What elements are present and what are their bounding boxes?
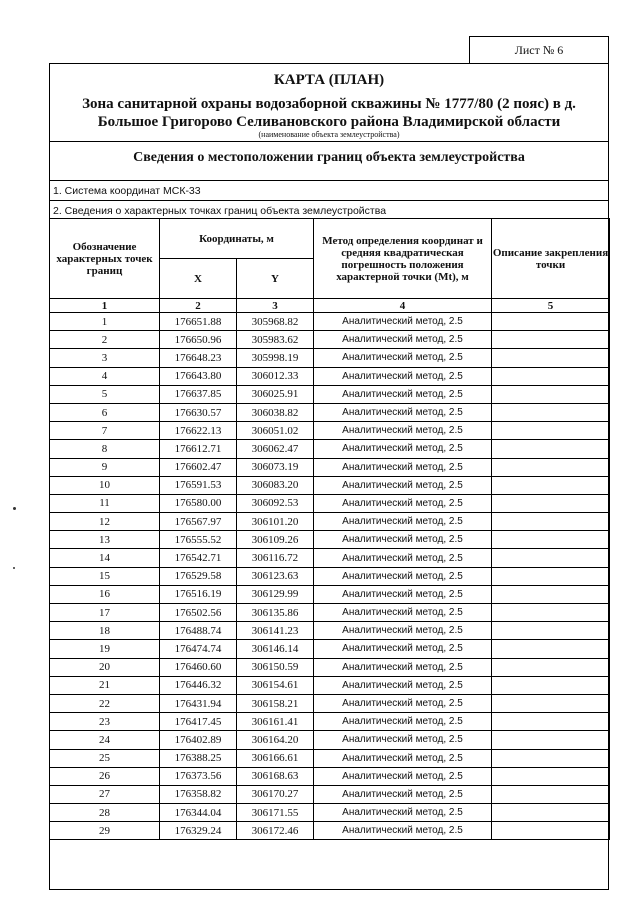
description-cell xyxy=(492,513,610,531)
object-name-note: (наименование объекта землеустройства) xyxy=(258,130,400,139)
x-cell: 176555.52 xyxy=(160,531,237,549)
description-cell xyxy=(492,749,610,767)
method-cell: Аналитический метод, 2.5 xyxy=(314,513,492,531)
y-cell: 306172.46 xyxy=(237,822,314,840)
description-cell xyxy=(492,549,610,567)
table-row xyxy=(50,640,610,658)
method-cell: Аналитический метод, 2.5 xyxy=(314,331,492,349)
method-cell: Аналитический метод, 2.5 xyxy=(314,585,492,603)
x-cell: 176651.88 xyxy=(160,313,237,331)
y-cell: 305983.62 xyxy=(237,331,314,349)
table-row xyxy=(50,422,610,440)
table-row xyxy=(50,604,610,622)
divider xyxy=(50,200,608,201)
description-cell xyxy=(492,313,610,331)
table-row xyxy=(50,549,610,567)
x-cell: 176648.23 xyxy=(160,349,237,367)
description-cell xyxy=(492,440,610,458)
point-number-cell: 15 xyxy=(50,567,160,585)
description-cell xyxy=(492,676,610,694)
point-number-cell: 29 xyxy=(50,822,160,840)
point-number-cell: 25 xyxy=(50,749,160,767)
point-number-cell: 27 xyxy=(50,785,160,803)
description-cell xyxy=(492,604,610,622)
method-cell: Аналитический метод, 2.5 xyxy=(314,785,492,803)
x-cell: 176637.85 xyxy=(160,385,237,403)
x-cell: 176643.80 xyxy=(160,367,237,385)
description-cell xyxy=(492,713,610,731)
column-number: 3 xyxy=(237,299,314,313)
point-number-cell: 7 xyxy=(50,422,160,440)
description-cell xyxy=(492,531,610,549)
point-number-cell: 14 xyxy=(50,549,160,567)
x-cell: 176373.56 xyxy=(160,767,237,785)
y-cell: 306129.99 xyxy=(237,585,314,603)
x-cell: 176488.74 xyxy=(160,622,237,640)
description-cell xyxy=(492,731,610,749)
object-name: Зона санитарной охраны водозаборной скважины № 1777/80 (2 пояс) в д. Большое Григорово Селивановского района Владимирской области xyxy=(82,96,576,130)
table-row xyxy=(50,458,610,476)
method-cell: Аналитический метод, 2.5 xyxy=(314,458,492,476)
x-cell: 176417.45 xyxy=(160,713,237,731)
x-cell: 176567.97 xyxy=(160,513,237,531)
table-row xyxy=(50,731,610,749)
y-cell: 306116.72 xyxy=(237,549,314,567)
y-cell: 306166.61 xyxy=(237,749,314,767)
table-row xyxy=(50,385,610,403)
y-cell: 306154.61 xyxy=(237,676,314,694)
y-cell: 306073.19 xyxy=(237,458,314,476)
table-row xyxy=(50,749,610,767)
y-cell: 306101.20 xyxy=(237,513,314,531)
table-row xyxy=(50,767,610,785)
column-number: 2 xyxy=(160,299,237,313)
y-cell: 306025.91 xyxy=(237,385,314,403)
description-cell xyxy=(492,367,610,385)
point-number-cell: 16 xyxy=(50,585,160,603)
column-number: 1 xyxy=(50,299,160,313)
description-cell xyxy=(492,567,610,585)
column-number: 5 xyxy=(492,299,610,313)
x-cell: 176630.57 xyxy=(160,403,237,421)
y-cell: 306150.59 xyxy=(237,658,314,676)
method-cell: Аналитический метод, 2.5 xyxy=(314,385,492,403)
column-number: 4 xyxy=(314,299,492,313)
method-cell: Аналитический метод, 2.5 xyxy=(314,313,492,331)
y-cell: 306164.20 xyxy=(237,731,314,749)
table-row xyxy=(50,494,610,512)
method-cell: Аналитический метод, 2.5 xyxy=(314,349,492,367)
method-cell: Аналитический метод, 2.5 xyxy=(314,531,492,549)
x-cell: 176529.58 xyxy=(160,567,237,585)
point-number-cell: 6 xyxy=(50,403,160,421)
x-cell: 176446.32 xyxy=(160,676,237,694)
point-number-cell: 4 xyxy=(50,367,160,385)
method-cell: Аналитический метод, 2.5 xyxy=(314,567,492,585)
table-row xyxy=(50,531,610,549)
header-coordinates: Координаты, м xyxy=(160,219,314,259)
table-row xyxy=(50,513,610,531)
method-cell: Аналитический метод, 2.5 xyxy=(314,804,492,822)
y-cell: 306161.41 xyxy=(237,713,314,731)
table-row xyxy=(50,440,610,458)
divider xyxy=(50,141,608,142)
x-cell: 176502.56 xyxy=(160,604,237,622)
table-row xyxy=(50,476,610,494)
method-cell: Аналитический метод, 2.5 xyxy=(314,658,492,676)
point-number-cell: 19 xyxy=(50,640,160,658)
table-row xyxy=(50,349,610,367)
method-cell: Аналитический метод, 2.5 xyxy=(314,422,492,440)
x-cell: 176542.71 xyxy=(160,549,237,567)
point-number-cell: 18 xyxy=(50,622,160,640)
description-cell xyxy=(492,331,610,349)
y-cell: 306083.20 xyxy=(237,476,314,494)
header-description: Описание закрепления точки xyxy=(492,219,610,299)
table-row xyxy=(50,567,610,585)
x-cell: 176622.13 xyxy=(160,422,237,440)
description-cell xyxy=(492,494,610,512)
point-number-cell: 8 xyxy=(50,440,160,458)
description-cell xyxy=(492,804,610,822)
description-cell xyxy=(492,422,610,440)
x-cell: 176516.19 xyxy=(160,585,237,603)
point-number-cell: 9 xyxy=(50,458,160,476)
y-cell: 306146.14 xyxy=(237,640,314,658)
point-number-cell: 21 xyxy=(50,676,160,694)
y-cell: 306168.63 xyxy=(237,767,314,785)
description-cell xyxy=(492,658,610,676)
x-cell: 176612.71 xyxy=(160,440,237,458)
table-row xyxy=(50,694,610,712)
y-cell: 306051.02 xyxy=(237,422,314,440)
method-cell: Аналитический метод, 2.5 xyxy=(314,440,492,458)
table-row xyxy=(50,804,610,822)
description-cell xyxy=(492,767,610,785)
scan-dot xyxy=(13,507,16,510)
y-cell: 305968.82 xyxy=(237,313,314,331)
x-cell: 176344.04 xyxy=(160,804,237,822)
table-row xyxy=(50,713,610,731)
y-cell: 306038.82 xyxy=(237,403,314,421)
point-number-cell: 3 xyxy=(50,349,160,367)
x-cell: 176431.94 xyxy=(160,694,237,712)
x-cell: 176388.25 xyxy=(160,749,237,767)
method-cell: Аналитический метод, 2.5 xyxy=(314,640,492,658)
point-number-cell: 5 xyxy=(50,385,160,403)
point-number-cell: 10 xyxy=(50,476,160,494)
description-cell xyxy=(492,385,610,403)
y-cell: 306135.86 xyxy=(237,604,314,622)
y-cell: 306158.21 xyxy=(237,694,314,712)
scan-dot xyxy=(13,567,15,569)
point-number-cell: 23 xyxy=(50,713,160,731)
point-number-cell: 24 xyxy=(50,731,160,749)
table-row xyxy=(50,403,610,421)
x-cell: 176650.96 xyxy=(160,331,237,349)
table-row xyxy=(50,313,610,331)
point-number-cell: 1 xyxy=(50,313,160,331)
method-cell: Аналитический метод, 2.5 xyxy=(314,713,492,731)
x-cell: 176358.82 xyxy=(160,785,237,803)
points-table-body xyxy=(50,313,610,840)
x-cell: 176580.00 xyxy=(160,494,237,512)
point-number-cell: 13 xyxy=(50,531,160,549)
method-cell: Аналитический метод, 2.5 xyxy=(314,367,492,385)
table-row xyxy=(50,822,610,840)
description-cell xyxy=(492,694,610,712)
section-title: Сведения о местоположении границ объекта землеустройства xyxy=(133,150,525,165)
method-cell: Аналитический метод, 2.5 xyxy=(314,694,492,712)
table-row xyxy=(50,331,610,349)
header-x: X xyxy=(160,259,237,299)
header-designation: Обозначение характерных точек границ xyxy=(50,219,160,299)
points-table xyxy=(49,218,610,840)
description-cell xyxy=(492,640,610,658)
method-cell: Аналитический метод, 2.5 xyxy=(314,549,492,567)
document-frame xyxy=(49,63,609,890)
y-cell: 306062.47 xyxy=(237,440,314,458)
y-cell: 306171.55 xyxy=(237,804,314,822)
method-cell: Аналитический метод, 2.5 xyxy=(314,476,492,494)
point-number-cell: 17 xyxy=(50,604,160,622)
x-cell: 176474.74 xyxy=(160,640,237,658)
point-number-cell: 28 xyxy=(50,804,160,822)
description-cell xyxy=(492,585,610,603)
method-cell: Аналитический метод, 2.5 xyxy=(314,767,492,785)
method-cell: Аналитический метод, 2.5 xyxy=(314,403,492,421)
sheet-number-label: Лист № 6 xyxy=(469,36,609,63)
method-cell: Аналитический метод, 2.5 xyxy=(314,622,492,640)
x-cell: 176329.24 xyxy=(160,822,237,840)
table-row xyxy=(50,622,610,640)
table-row xyxy=(50,785,610,803)
y-cell: 306170.27 xyxy=(237,785,314,803)
point-number-cell: 22 xyxy=(50,694,160,712)
characteristic-points-line: 2. Сведения о характерных точках границ объекта землеустройства xyxy=(53,205,387,217)
method-cell: Аналитический метод, 2.5 xyxy=(314,822,492,840)
x-cell: 176402.89 xyxy=(160,731,237,749)
table-row xyxy=(50,658,610,676)
method-cell: Аналитический метод, 2.5 xyxy=(314,749,492,767)
point-number-cell: 12 xyxy=(50,513,160,531)
method-cell: Аналитический метод, 2.5 xyxy=(314,676,492,694)
divider xyxy=(50,180,608,181)
description-cell xyxy=(492,822,610,840)
table-row xyxy=(50,367,610,385)
y-cell: 305998.19 xyxy=(237,349,314,367)
document-title: КАРТА (ПЛАН) xyxy=(273,72,385,88)
description-cell xyxy=(492,458,610,476)
method-cell: Аналитический метод, 2.5 xyxy=(314,731,492,749)
method-cell: Аналитический метод, 2.5 xyxy=(314,494,492,512)
y-cell: 306012.33 xyxy=(237,367,314,385)
coordinate-system-line: 1. Система координат МСК-33 xyxy=(53,185,201,197)
y-cell: 306092.53 xyxy=(237,494,314,512)
table-row xyxy=(50,676,610,694)
y-cell: 306123.63 xyxy=(237,567,314,585)
point-number-cell: 11 xyxy=(50,494,160,512)
description-cell xyxy=(492,476,610,494)
header-method: Метод определения координат и средняя квадратическая погрешность положения характерной точки (Mt), м xyxy=(314,219,492,299)
description-cell xyxy=(492,622,610,640)
table-row xyxy=(50,585,610,603)
x-cell: 176591.53 xyxy=(160,476,237,494)
point-number-cell: 20 xyxy=(50,658,160,676)
x-cell: 176460.60 xyxy=(160,658,237,676)
description-cell xyxy=(492,349,610,367)
description-cell xyxy=(492,403,610,421)
y-cell: 306109.26 xyxy=(237,531,314,549)
header-y: Y xyxy=(237,259,314,299)
x-cell: 176602.47 xyxy=(160,458,237,476)
y-cell: 306141.23 xyxy=(237,622,314,640)
description-cell xyxy=(492,785,610,803)
point-number-cell: 2 xyxy=(50,331,160,349)
method-cell: Аналитический метод, 2.5 xyxy=(314,604,492,622)
point-number-cell: 26 xyxy=(50,767,160,785)
